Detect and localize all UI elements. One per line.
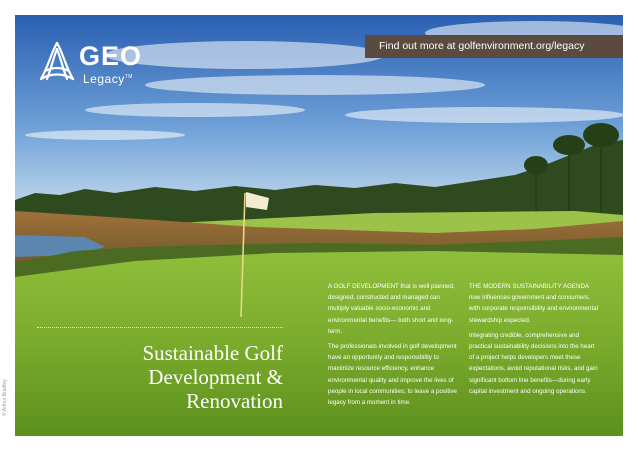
title-line-1: Sustainable Golf: [142, 341, 283, 365]
body-column-2: [469, 281, 599, 401]
title-line-3: Renovation: [186, 389, 283, 413]
column-2-paragraph-2: Integrating credible, comprehensive and practical sustainability decisions into the heart of a project helps developers meet these expectations, avoid reputational risks, and gain significant bottom line benefits—during early capital investment and ongoing operations.: [469, 331, 598, 395]
column-1-paragraph-1: A GOLF DEVELOPMENT that is well planned, designed, constructed and managed can multiply valuable socio-economic and environmental benefits— both short and long-term.: [328, 283, 455, 335]
body-column-1: [328, 281, 458, 412]
website-banner[interactable]: Find out more at golfenvironment.org/legacy: [365, 35, 623, 58]
geo-logo-icon: [37, 39, 77, 83]
brochure-page: [15, 15, 623, 436]
column-2-paragraph-1: THE MODERN SUSTAINABILITY AGENDA now influences government and consumers, with corporate responsibility and environmental stewardship expected.: [469, 283, 598, 324]
geo-legacy-logo[interactable]: [37, 39, 157, 99]
page-title: [43, 341, 283, 413]
photo-credit: © Arthur Bradley: [2, 379, 8, 416]
brand-name: GEO: [79, 41, 143, 71]
column-1-paragraph-2: The professionals involved in golf development have an opportunity and responsibility to maximize resource efficiency, enhance environmental quality and improve the lives of people in local communities; to leave a positive legacy from a moment in time.: [328, 343, 457, 407]
brand-subtitle: Legacy™: [83, 72, 133, 86]
title-line-2: Development &: [148, 365, 283, 389]
divider-line: [37, 327, 283, 328]
